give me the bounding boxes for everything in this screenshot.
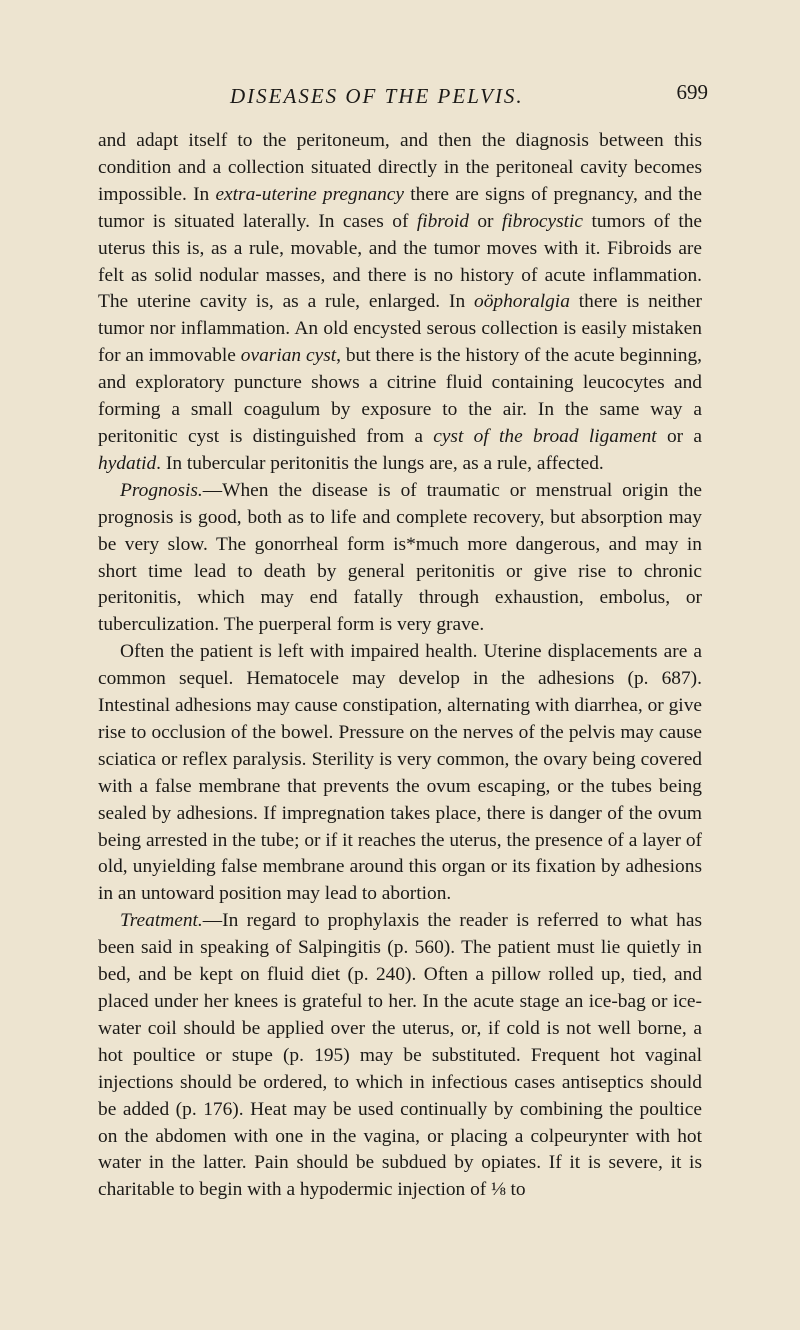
body-text xyxy=(98,128,702,1204)
term-ovarian-cyst: ovarian cyst xyxy=(240,345,337,367)
paragraph-prognosis: Prognosis.—When the disease is of traumatic or menstrual origin the prognosis is good, both as to life and complete recovery, but absorption may be very slow. The gonorrheal form is*much more dangerous, and may in short time lead to death by general peritonitis or give rise to chronic peritonitis, which may end fatally through exhaustion, embolus, or tuberculization. The puerperal form is very grave. xyxy=(98,479,702,636)
paragraph-diagnosis-continued: and adapt itself to the peritoneum, and then the diagnosis between this condition and a collection situated directly in the peritoneal cavity becomes impossible. In extra-uterine pregnancy there are signs of pregnancy, and the tumor is situated laterally. In cases of fibroid or fibrocystic tumors of the uterus this is, as a rule, movable, and the tumor moves with it. Fibroids are felt as solid nodular masses, and there is no history of acute inflammation. The uterine cavity is, as a rule, enlarged. In oöphoralgia there is neither tumor nor inflammation. An old encysted serous collection is easily mistaken for an immovable ovarian cyst, but there is the history of the acute beginning, and exploratory puncture shows a citrine fluid containing leucocytes and forming a small coagulum by exposure to the air. In the same way a peritonitic cyst is distinguished from a cyst of the broad ligament or a hydatid. In tubercular peritonitis the lungs are, as a rule, affected. xyxy=(98,130,703,474)
page-header xyxy=(100,72,708,112)
term-oophoralgia: oöphoralgia xyxy=(474,291,570,313)
paragraph-treatment: Treatment.—In regard to prophylaxis the reader is referred to what has been said in speaking of Salpingitis (p. 560). The patient must lie quietly in bed, and be kept on fluid diet (p. 240). Often a pillow rolled up, tied, and placed under her knees is grateful to her. In the acute stage an ice-bag or ice-water coil should be applied over the uterus, or, if cold is not well borne, a hot poultice or stupe (p. 195) may be substituted. Frequent hot vaginal injections should be ordered, to which in infectious cases antiseptics should be added (p. 176). Heat may be used continually by combining the poultice on the abdomen with one in the vagina, or placing a colpeurynter with hot water in the latter. Pain should be subdued by opiates. If it is severe, it is charitable to begin with a hypodermic injection of ⅛ to xyxy=(98,910,702,1201)
term-extra-uterine-pregnancy: extra-uterine pregnancy xyxy=(215,183,405,205)
page-number: 699 xyxy=(676,80,708,104)
dose-fraction: ⅛ xyxy=(491,1179,506,1201)
heading-prognosis: Prognosis. xyxy=(120,479,203,501)
term-fibrocystic: fibrocystic xyxy=(501,210,584,232)
paragraph-sequelae: Often the patient is left with impaired health. Uterine displacements are a common sequel. Hematocele may develop in the adhesions (p. 687). Intestinal adhesions may cause constipation, alternating with diarrhea, or give rise to occlusion of the bowel. Pressure on the nerves of the pelvis may cause sciatica or reflex paralysis. Sterility is very common, the ovary being covered with a false membrane that prevents the ovum escaping, or the tubes being sealed by adhesions. If impregnation takes place, there is danger of the ovum being arrested in the tube; or if it reaches the uterus, the presence of a layer of old, unyielding false membrane around this organ or its fixation by adhesions in an untoward position may lead to abortion. xyxy=(98,641,702,905)
term-cyst-broad-ligament: cyst of the broad ligament xyxy=(433,425,657,447)
term-hydatid: hydatid xyxy=(98,452,157,474)
heading-treatment: Treatment. xyxy=(120,910,203,932)
running-title: DISEASES OF THE PELVIS. xyxy=(230,84,524,108)
term-fibroid: fibroid xyxy=(416,210,469,232)
